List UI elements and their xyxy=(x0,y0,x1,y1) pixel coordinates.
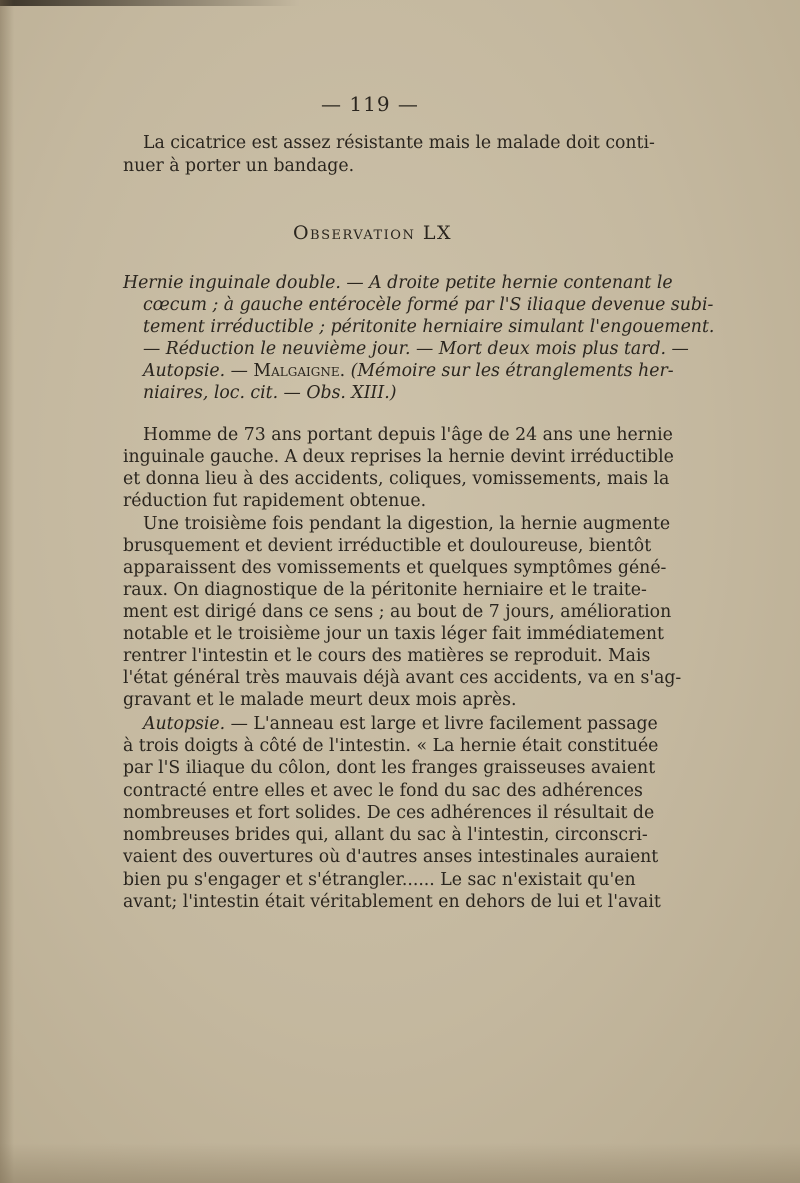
text-line: rentrer l'intestin et le cours des matières se reproduit. Mais xyxy=(123,646,651,666)
text-line: inguinale gauche. A deux reprises la hernie devint irréductible xyxy=(123,447,674,467)
text-line: l'état général très mauvais déjà avant ces accidents, va en s'ag- xyxy=(123,668,682,688)
text-line: vaient des ouvertures où d'autres anses intestinales auraient xyxy=(123,847,659,867)
text-line: gravant et le malade meurt deux mois après. xyxy=(123,690,517,710)
text-line: réduction fut rapidement obtenue. xyxy=(123,491,427,511)
text-line: par l'S iliaque du côlon, dont les franges graisseuses avaient xyxy=(123,758,656,778)
summary-line: Hernie inguinale double. — A droite petite hernie contenant le xyxy=(123,273,673,293)
text-line: et donna lieu à des accidents, coliques, vomissements, mais la xyxy=(123,469,670,489)
text-line: La cicatrice est assez résistante mais le malade doit conti- xyxy=(143,133,655,153)
text-line: raux. On diagnostique de la péritonite herniaire et le traite- xyxy=(123,580,647,600)
text-line: brusquement et devient irréductible et douloureuse, bientôt xyxy=(123,536,652,556)
summary-line: tement irréductible ; péritonite herniaire simulant l'engouement. xyxy=(143,317,715,337)
text-line: notable et le troisième jour un taxis léger fait immédiatement xyxy=(123,624,664,644)
text-line: nuer à porter un bandage. xyxy=(123,156,355,176)
summary-line: niaires, loc. cit. — Obs. XIII.) xyxy=(143,383,397,403)
text-line: nombreuses et fort solides. De ces adhérences il résultait de xyxy=(123,803,655,823)
text-line: avant; l'intestin était véritablement en dehors de lui et l'avait xyxy=(123,892,661,912)
page-bottom-shadow xyxy=(0,1143,800,1183)
text-line: nombreuses brides qui, allant du sac à l'intestin, circonscri- xyxy=(123,825,648,845)
observation-heading: Observation LX xyxy=(292,222,453,244)
text-line: Homme de 73 ans portant depuis l'âge de 24 ans une hernie xyxy=(143,425,673,445)
text-line: apparaissent des vomissements et quelques symptômes géné- xyxy=(123,558,667,578)
page-gutter-shadow xyxy=(0,0,14,1183)
page-top-edge xyxy=(0,0,300,6)
text-line: contracté entre elles et avec le fond du sac des adhérences xyxy=(123,781,643,801)
summary-line: cœcum ; à gauche entérocèle formé par l'S iliaque devenue subi- xyxy=(143,295,714,315)
text-line: Autopsie. — L'anneau est large et livre facilement passage xyxy=(143,714,658,734)
text-line: ment est dirigé dans ce sens ; au bout de 7 jours, amélioration xyxy=(123,602,672,622)
text-line: Une troisième fois pendant la digestion, la hernie augmente xyxy=(143,514,671,534)
text-line: bien pu s'engager et s'étrangler...... Le sac n'existait qu'en xyxy=(123,870,636,890)
page-number: — 119 — xyxy=(321,92,419,116)
text-line: à trois doigts à côté de l'intestin. « La hernie était constituée xyxy=(123,736,659,756)
summary-line: — Réduction le neuvième jour. — Mort deux mois plus tard. — xyxy=(143,339,689,359)
summary-line: Autopsie. — Malgaigne. (Mémoire sur les étranglements her- xyxy=(143,361,674,381)
